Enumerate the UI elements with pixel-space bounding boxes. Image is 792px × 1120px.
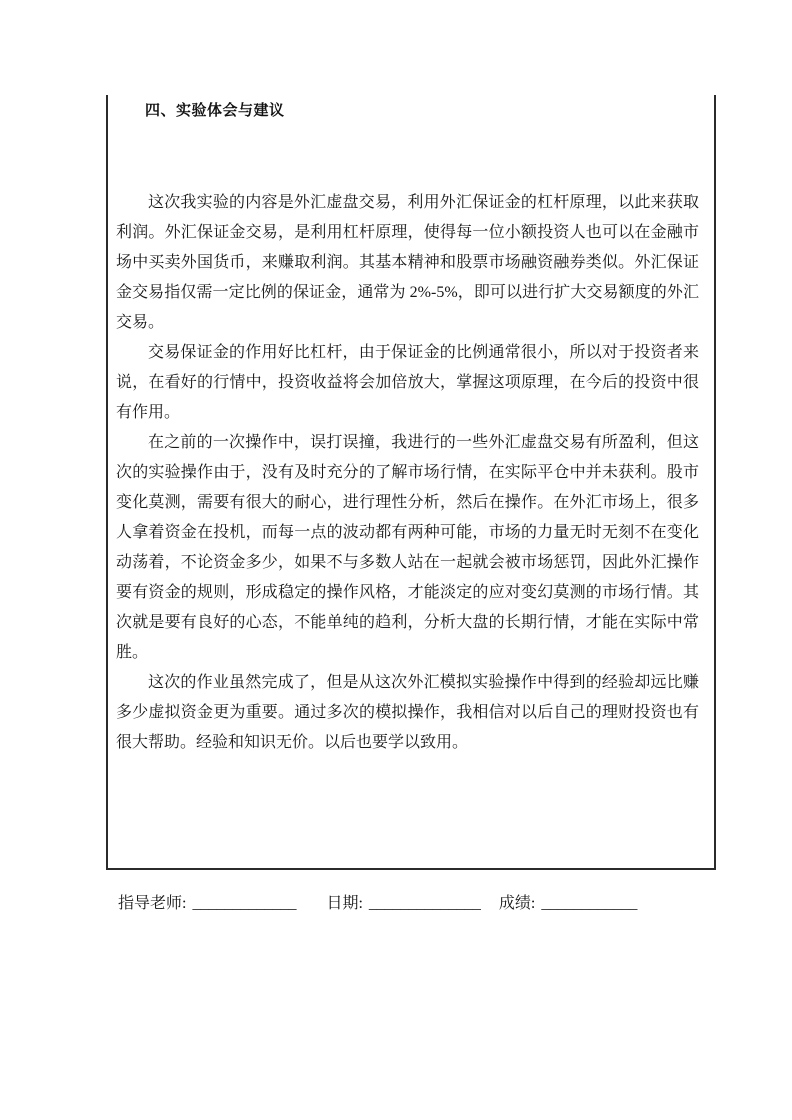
teacher-label: 指导老师: <box>118 895 187 912</box>
score-blank-line: ____________ <box>541 895 638 912</box>
date-field <box>326 894 480 914</box>
report-body <box>108 188 714 758</box>
date-label: 日期: <box>326 895 363 912</box>
report-paragraph: 在之前的一次操作中，误打误撞，我进行的一些外汇虚盘交易有所盈利，但这次的实验操作由于，没有及时充分的了解市场行情，在实际平仓中并未获利。股市变化莫测，需要有很大的耐心，进行理性分析，然后在操作。在外汇市场上，很多人拿着资金在投机，而每一点的波动都有两种可能，市场的力量无时无刻不在变化动荡着，不论资金多少，如果不与多数人站在一起就会被市场惩罚，因此外汇操作要有资金的规则，形成稳定的操作风格，才能淡定的应对变幻莫测的市场行情。其次就是要有良好的心态，不能单纯的趋利，分析大盘的长期行情，才能在实际中常胜。 <box>116 434 699 661</box>
section-heading: 四、实验体会与建议 <box>145 102 285 119</box>
report-paragraph: 这次我实验的内容是外汇虚盘交易，利用外汇保证金的杠杆原理，以此来获取利润。外汇保证金交易，是利用杠杆原理，使得每一位小额投资人也可以在金融市场中买卖外国货币，来赚取利润。其基本精神和股票市场融资融券类似。外汇保证金交易指仅需一定比例的保证金，通常为 2%-5%，即可以进行扩大交易额度的外汇交易。 <box>116 194 699 331</box>
report-section-box <box>106 95 716 870</box>
signature-footer <box>118 894 637 914</box>
date-blank-line: ______________ <box>368 895 481 912</box>
score-field <box>499 894 637 914</box>
report-paragraph: 交易保证金的作用好比杠杆，由于保证金的比例通常很小，所以对于投资者来说，在看好的行情中，投资收益将会加倍放大，掌握这项原理，在今后的投资中很有作用。 <box>116 344 699 421</box>
score-label: 成绩: <box>498 895 536 912</box>
teacher-field <box>118 894 296 914</box>
report-paragraph: 这次的作业虽然完成了，但是从这次外汇模拟实验操作中得到的经验却远比赚多少虚拟资金更为重要。通过多次的模拟操作，我相信对以后自己的理财投资也有很大帮助。经验和知识无价。以后也要学以致用。 <box>116 674 699 751</box>
teacher-blank-line: _____________ <box>192 895 297 912</box>
